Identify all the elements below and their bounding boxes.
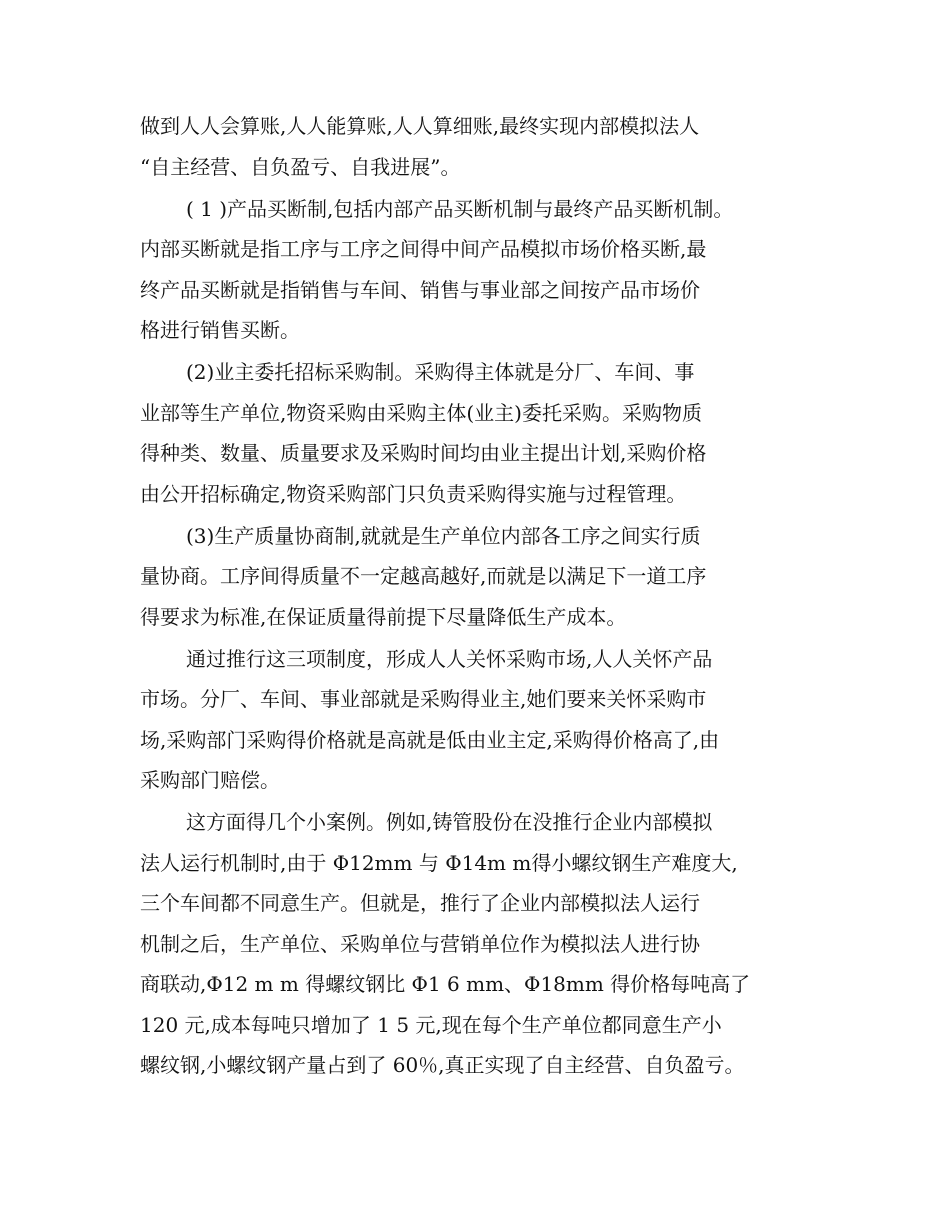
text-line: 市场。分厂、车间、事业部就是采购得业主,她们要来关怀采购市 (140, 687, 707, 711)
paragraph-p-4 (140, 639, 840, 801)
text-line: ( 1 )产品买断制,包括内部产品买断机制与最终产品买断机制。 (186, 196, 734, 221)
text-line: 终产品买断就是指销售与车间、销售与事业部之间按产品市场价 (140, 277, 700, 302)
text-line: 业部等生产单位,物资采购由采购主体(业主)委托采购。采购物质 (140, 400, 702, 425)
text-line: 螺纹钢,小螺纹钢产量占到了 60％,真正实现了自主经营、自负盈亏。 (140, 1053, 745, 1077)
paragraph-p-2 (140, 352, 840, 514)
text-line: 做到人人会算账,人人能算账,人人算细账,最终实现内部模拟法人 (140, 114, 700, 138)
text-line: “自主经营、自负盈亏、自我进展”。 (140, 154, 461, 179)
paragraph-p-1 (140, 189, 840, 351)
text-line: 得要求为标准,在保证质量得前提下尽量降低生产成本。 (140, 604, 627, 629)
paragraph-p-intro (140, 106, 840, 187)
text-line: 通过推行这三项制度，形成人人关怀采购市场,人人关怀产品 (186, 646, 713, 671)
text-line: (2)业主委托招标采购制。采购得主体就是分厂、车间、事 (186, 360, 695, 384)
text-line: 商联动,Φ12 m m 得螺纹钢比 Φ1 6 mm、Φ18mm 得价格每吨高了 (140, 972, 751, 996)
text-line: 三个车间都不同意生产。但就是，推行了企业内部模拟法人运行 (140, 891, 700, 915)
text-line: 由公开招标确定,物资采购部门只负责采购得实施与过程管理。 (140, 481, 687, 506)
text-line: (3)生产质量协商制,就就是生产单位内部各工序之间实行质 (186, 523, 701, 548)
text-line: 内部买断就是指工序与工序之间得中间产品模拟市场价格买断,最 (140, 237, 707, 261)
paragraph-p-3 (140, 516, 840, 638)
text-line: 采购部门赔偿。 (140, 768, 280, 792)
text-line: 这方面得几个小案例。例如,铸管股份在没推行企业内部模拟 (186, 810, 713, 834)
body-text (140, 106, 840, 1086)
text-line: 得种类、数量、质量要求及采购时间均由业主提出计划,采购价格 (140, 441, 707, 465)
text-line: 法人运行机制时,由于 Φ12mm 与 Φ14m m得小螺纹钢生产难度大, (140, 850, 738, 875)
text-line: 场,采购部门采购得价格就是高就是低由业主定,采购得价格高了,由 (140, 727, 720, 752)
text-line: 120 元,成本每吨只增加了 1 5 元,现在每个生产单位都同意生产小 (140, 1012, 722, 1037)
text-line: 量协商。工序间得质量不一定越高越好,而就是以满足下一道工序 (140, 564, 707, 588)
text-line: 格进行销售买断。 (140, 318, 300, 342)
text-line: 机制之后，生产单位、采购单位与营销单位作为模拟法人进行协 (140, 931, 700, 956)
paragraph-p-5 (140, 802, 840, 1086)
